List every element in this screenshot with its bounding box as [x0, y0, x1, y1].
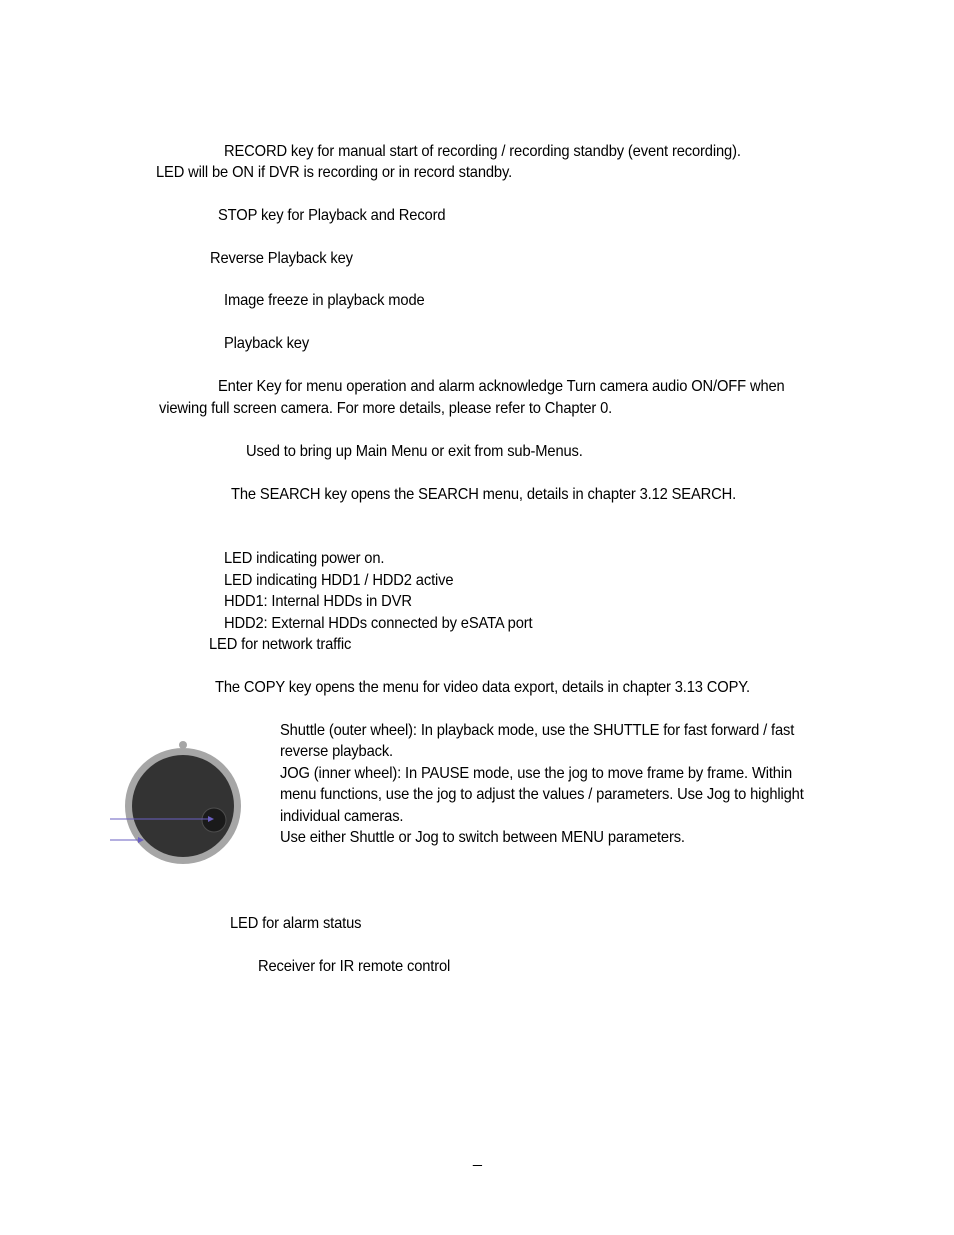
stop-key-description: STOP key for Playback and Record	[218, 207, 446, 224]
page-number: _	[473, 1150, 482, 1167]
jog-description-cont: menu functions, use the jog to adjust the values / parameters. Use Jog to highlight	[280, 786, 804, 803]
shuttle-description-cont: reverse playback.	[280, 743, 394, 760]
enter-key-description-cont: viewing full screen camera. For more details, please refer to Chapter 0.	[159, 400, 613, 417]
freeze-key-description: Image freeze in playback mode	[224, 292, 425, 309]
shuttle-description: Shuttle (outer wheel): In playback mode, use the SHUTTLE for fast forward / fast	[280, 722, 795, 739]
record-key-description: RECORD key for manual start of recording / recording standby (event recording).	[224, 143, 741, 160]
jog-shuttle-wheel-icon	[100, 730, 250, 870]
enter-key-description: Enter Key for menu operation and alarm acknowledge Turn camera audio ON/OFF when	[218, 378, 785, 395]
shuttle-jog-menu-note: Use either Shuttle or Jog to switch between MENU parameters.	[280, 829, 685, 846]
jog-description: JOG (inner wheel): In PAUSE mode, use the jog to move frame by frame. Within	[280, 765, 793, 782]
hdd2-description: HDD2: External HDDs connected by eSATA port	[224, 615, 533, 632]
search-key-description: The SEARCH key opens the SEARCH menu, details in chapter 3.12 SEARCH.	[231, 486, 737, 503]
record-led-description: LED will be ON if DVR is recording or in record standby.	[156, 164, 513, 181]
alarm-led-description: LED for alarm status	[230, 915, 362, 932]
hdd-led-description: LED indicating HDD1 / HDD2 active	[224, 572, 454, 589]
hdd1-description: HDD1: Internal HDDs in DVR	[224, 593, 412, 610]
copy-key-description: The COPY key opens the menu for video data export, details in chapter 3.13 COPY.	[215, 679, 751, 696]
power-led-description: LED indicating power on.	[224, 550, 385, 567]
network-led-description: LED for network traffic	[209, 636, 352, 653]
ir-receiver-description: Receiver for IR remote control	[258, 958, 451, 975]
jog-description-cont-2: individual cameras.	[280, 808, 404, 825]
reverse-playback-description: Reverse Playback key	[210, 250, 353, 267]
menu-key-description: Used to bring up Main Menu or exit from sub-Menus.	[246, 443, 583, 460]
playback-key-description: Playback key	[224, 335, 310, 352]
